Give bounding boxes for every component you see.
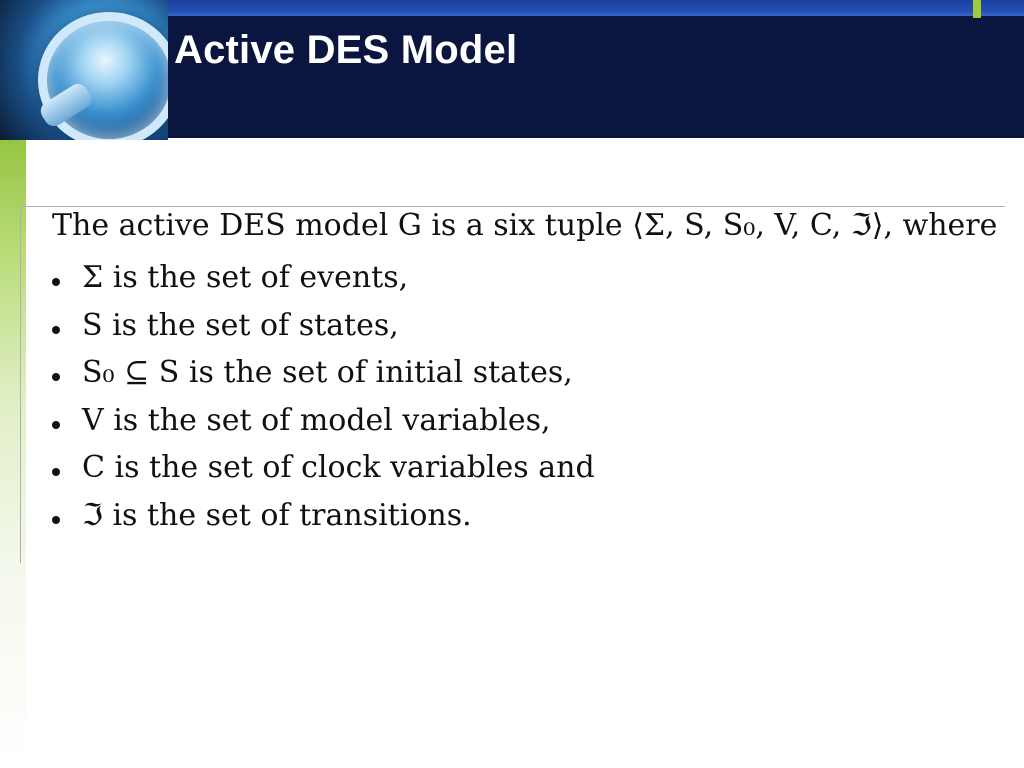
slide-title: Active DES Model (174, 28, 518, 72)
bullet-dot (52, 373, 60, 381)
list-item (52, 258, 595, 306)
list-item (52, 353, 595, 401)
magnifying-glass-icon (0, 0, 168, 140)
header-accent-mark (973, 0, 981, 18)
bullet-dot (52, 421, 60, 429)
bullet-text: Σ is the set of events, (82, 260, 409, 295)
list-item (52, 496, 595, 544)
bullet-dot (52, 468, 60, 476)
bullet-dot (52, 278, 60, 286)
bullet-text: S₀ ⊆ S is the set of initial states, (82, 355, 573, 390)
list-item (52, 401, 595, 449)
slide-header (0, 0, 1024, 138)
list-item (52, 306, 595, 354)
bullet-text: V is the set of model variables, (82, 402, 551, 438)
bullet-dot (52, 326, 60, 334)
list-item (52, 448, 595, 496)
bullet-text: S is the set of states, (82, 307, 399, 343)
header-top-stripe (168, 0, 1024, 16)
bullet-text: ℑ is the set of transitions. (82, 497, 472, 533)
bullet-dot (52, 516, 60, 524)
intro-text: The active DES model G is a six tuple ⟨Σ, S, S₀, V, C, ℑ⟩, where (52, 208, 998, 243)
bullet-list (52, 258, 595, 543)
bullet-text: C is the set of clock variables and (82, 450, 595, 485)
